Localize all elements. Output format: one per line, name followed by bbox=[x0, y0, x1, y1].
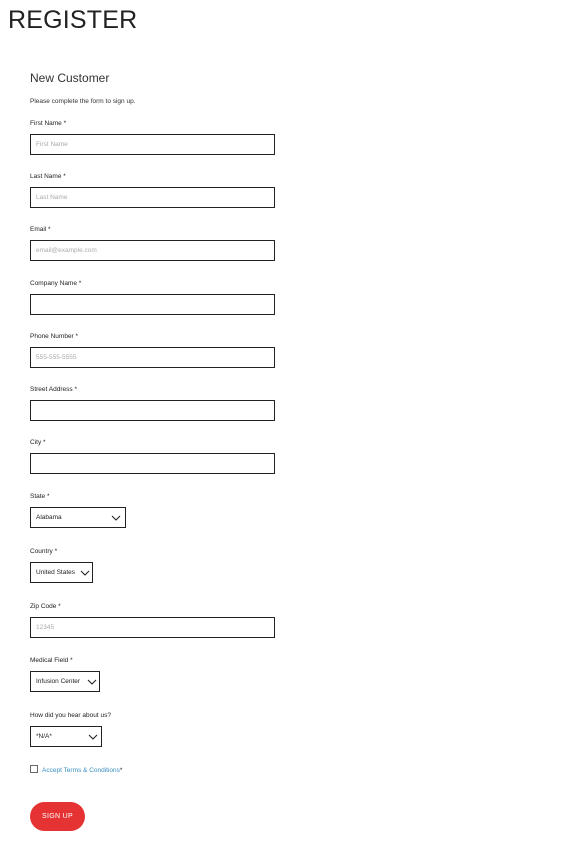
section-title: New Customer bbox=[30, 71, 110, 85]
city-label: City * bbox=[30, 439, 46, 446]
hear-about-field bbox=[30, 711, 111, 740]
street-address-field bbox=[30, 385, 77, 395]
hear-about-label: How did you hear about us? bbox=[30, 712, 111, 719]
city-input[interactable] bbox=[30, 453, 275, 474]
terms-required-mark: * bbox=[119, 767, 123, 774]
state-selected-value: Alabama bbox=[36, 514, 62, 521]
last-name-input[interactable] bbox=[30, 187, 275, 208]
page-title: REGISTER bbox=[8, 6, 138, 34]
country-select[interactable] bbox=[30, 562, 93, 583]
country-selected-value: United States bbox=[36, 569, 76, 576]
state-label: State * bbox=[30, 493, 50, 500]
first-name-input[interactable] bbox=[30, 134, 275, 155]
city-field bbox=[30, 438, 46, 448]
terms-checkbox[interactable] bbox=[30, 765, 38, 773]
last-name-label: Last Name * bbox=[30, 173, 66, 180]
terms-link[interactable]: Accept Terms & Conditions bbox=[42, 767, 120, 774]
medical-field-selected-value: Infusion Center bbox=[36, 678, 81, 685]
last-name-field bbox=[30, 172, 66, 182]
chevron-down-icon bbox=[111, 513, 121, 523]
company-name-field bbox=[30, 279, 81, 289]
state-field bbox=[30, 492, 62, 521]
medical-field-label: Medical Field * bbox=[30, 657, 73, 664]
medical-field-select[interactable] bbox=[30, 671, 100, 692]
phone-number-input[interactable] bbox=[30, 347, 275, 368]
country-label: Country * bbox=[30, 548, 58, 555]
zip-code-label: Zip Code * bbox=[30, 603, 61, 610]
zip-code-input[interactable] bbox=[30, 617, 275, 638]
first-name-field bbox=[30, 119, 66, 129]
zip-code-field bbox=[30, 602, 61, 612]
sign-up-button[interactable]: SIGN UP bbox=[30, 802, 85, 831]
hear-about-selected-value: *N/A* bbox=[36, 733, 52, 740]
street-address-label: Street Address * bbox=[30, 386, 77, 393]
chevron-down-icon bbox=[87, 677, 97, 687]
email-label: Email * bbox=[30, 226, 51, 233]
terms-row bbox=[30, 765, 122, 776]
form-intro: Please complete the form to sign up. bbox=[30, 98, 136, 105]
phone-number-field bbox=[30, 332, 78, 342]
first-name-label: First Name * bbox=[30, 120, 67, 127]
company-name-input[interactable] bbox=[30, 294, 275, 315]
email-input[interactable] bbox=[30, 240, 275, 261]
hear-about-select[interactable] bbox=[30, 726, 102, 747]
chevron-down-icon bbox=[80, 568, 90, 578]
chevron-down-icon bbox=[88, 732, 98, 742]
state-select[interactable] bbox=[30, 507, 126, 528]
company-name-label: Company Name * bbox=[30, 280, 82, 287]
email-field bbox=[30, 225, 51, 235]
medical-field-field bbox=[30, 656, 81, 685]
country-field bbox=[30, 547, 76, 576]
street-address-input[interactable] bbox=[30, 400, 275, 421]
phone-number-label: Phone Number * bbox=[30, 333, 79, 340]
